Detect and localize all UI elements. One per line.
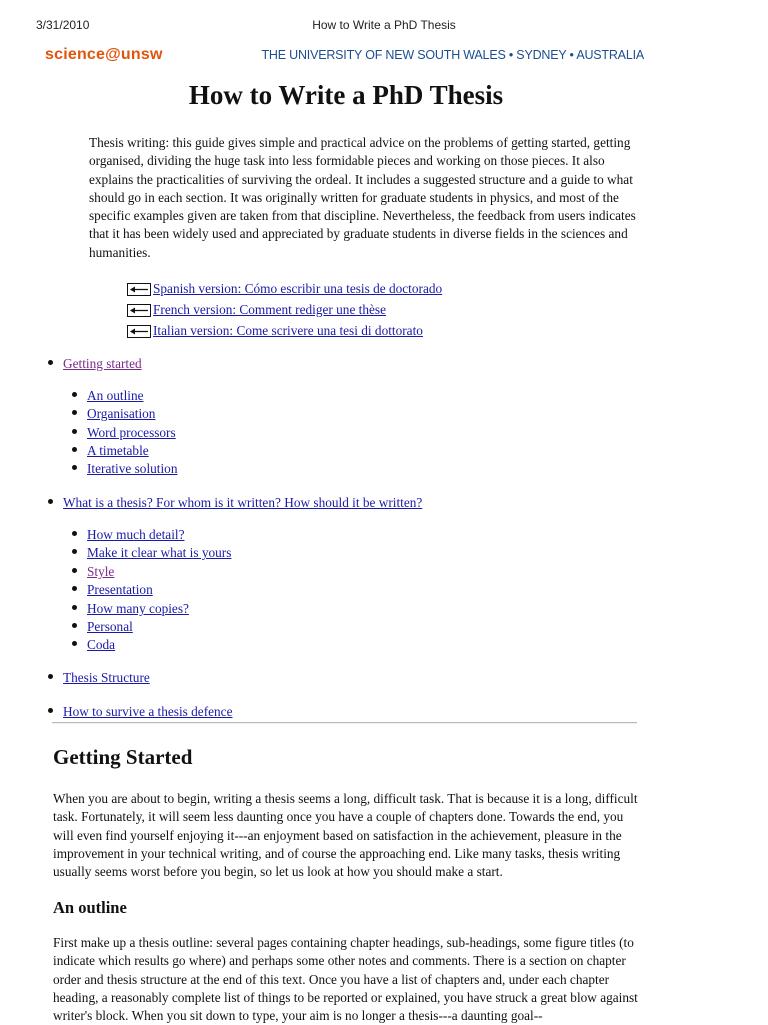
bullet — [72, 605, 77, 610]
section-divider — [52, 722, 637, 724]
spanish-version-link[interactable]: Spanish version: Cómo escribir una tesis de doctorado — [153, 281, 443, 296]
toc-item-thesis-structure — [48, 670, 150, 686]
a-timetable-link[interactable]: A timetable — [87, 443, 149, 458]
arrow-left-icon[interactable] — [127, 325, 151, 338]
bullet — [48, 499, 53, 504]
bullet — [72, 586, 77, 591]
getting-started-link[interactable]: Getting started — [63, 356, 142, 371]
toc-subitem — [72, 527, 184, 543]
site-banner — [0, 46, 768, 68]
university-name: THE UNIVERSITY OF NEW SOUTH WALES • SYDNEY • AUSTRALIA — [261, 48, 644, 62]
bullet — [72, 429, 77, 434]
personal-link[interactable]: Personal — [87, 619, 133, 634]
bullet — [48, 708, 53, 713]
bullet — [48, 360, 53, 365]
what-is-a-thesis-link[interactable]: What is a thesis? For whom is it written? How should it be written? — [63, 495, 423, 510]
arrow-left-icon[interactable] — [127, 283, 151, 296]
arrow-left-icon[interactable] — [127, 304, 151, 317]
section-paragraph: When you are about to begin, writing a thesis seems a long, difficult task. That is because it is a long, difficult task. Fortunately, it will seem less daunting once you have a couple of chapters done. Towards the end, you will even find yourself enjoying it---an enjoyment based on satisfaction in the achievement, pleasure in the improvement in your technical writing, and of course the approaching end. Like many tasks, thesis writing usually seems worst before you begin, so let us look at how you should make a start. — [53, 791, 638, 880]
bullet — [72, 410, 77, 415]
how-much-detail-link[interactable]: How much detail? — [87, 527, 185, 542]
version-item-italian — [127, 318, 442, 339]
page-title: How to Write a PhD Thesis — [188, 80, 504, 110]
bullet — [72, 623, 77, 628]
thesis-defence-link[interactable]: How to survive a thesis defence — [63, 704, 233, 719]
intro-paragraph: Thesis writing: this guide gives simple and practical advice on the problems of getting started, getting organised, dividing the huge task into less formidable pieces and working on those pieces. It also explains the practicalities of surviving the ordeal. It includes a suggested structure and a guide to what should go in each section. It was originally written for graduate students in physics, and most of the specific examples given are taken from that discipline. Nevertheless, the feedback from users indicates that it has been widely used and appreciated by graduate students in diverse fields in the sciences and humanities. — [89, 135, 636, 260]
toc-subitem — [72, 637, 115, 653]
bullet — [72, 392, 77, 397]
bullet — [72, 531, 77, 536]
print-header — [0, 18, 768, 34]
style-link[interactable]: Style — [87, 564, 115, 579]
toc-subitem — [72, 388, 144, 404]
toc-subitem — [72, 545, 231, 561]
french-version-link[interactable]: French version: Comment rediger une thèse — [153, 302, 387, 317]
toc-subitem — [72, 425, 176, 441]
bullet — [72, 568, 77, 573]
print-date: 3/31/2010 — [36, 18, 90, 32]
toc-subitem — [72, 564, 114, 580]
bullet — [48, 674, 53, 679]
subsection-heading: An outline — [53, 898, 127, 917]
toc-subitem — [72, 601, 189, 617]
how-many-copies-link[interactable]: How many copies? — [87, 601, 189, 616]
toc-item-thesis-defence — [48, 704, 232, 720]
bullet — [72, 549, 77, 554]
toc-subitem — [72, 461, 177, 477]
bullet — [72, 465, 77, 470]
thesis-structure-link[interactable]: Thesis Structure — [63, 670, 150, 685]
presentation-link[interactable]: Presentation — [87, 582, 153, 597]
subsection-paragraph: First make up a thesis outline: several pages containing chapter headings, sub-headings, some figure titles (to indicate which results go where) and perhaps some other notes and comments. There is a section on chapter order and thesis structure at the end of this text. Once you have a list of chapters and, under each chapter heading, a reasonably complete list of things to be reported or explained, you have struck a great blow against writer's block. When you sit down to type, your aim is no longer a thesis---a daunting goal-- — [53, 935, 638, 1024]
word-processors-link[interactable]: Word processors — [87, 425, 176, 440]
an-outline-link[interactable]: An outline — [87, 388, 144, 403]
iterative-solution-link[interactable]: Iterative solution — [87, 461, 178, 476]
coda-link[interactable]: Coda — [87, 637, 116, 652]
science-unsw-logo[interactable]: science@unsw — [45, 46, 163, 63]
print-title: How to Write a PhD Thesis — [312, 18, 456, 32]
toc-subitem — [72, 406, 155, 422]
toc-subitem — [72, 443, 149, 459]
toc-subitem — [72, 619, 133, 635]
bullet — [72, 641, 77, 646]
toc-item-getting-started — [48, 356, 142, 372]
bullet — [72, 447, 77, 452]
translation-links — [127, 276, 442, 339]
section-heading: Getting Started — [53, 745, 193, 769]
version-item-french — [127, 297, 442, 318]
version-item-spanish — [127, 276, 442, 297]
organisation-link[interactable]: Organisation — [87, 406, 156, 421]
italian-version-link[interactable]: Italian version: Come scrivere una tesi di dottorato — [153, 323, 423, 338]
toc-subitem — [72, 582, 153, 598]
make-it-clear-link[interactable]: Make it clear what is yours — [87, 545, 232, 560]
toc-item-what-is-a-thesis — [48, 495, 422, 511]
